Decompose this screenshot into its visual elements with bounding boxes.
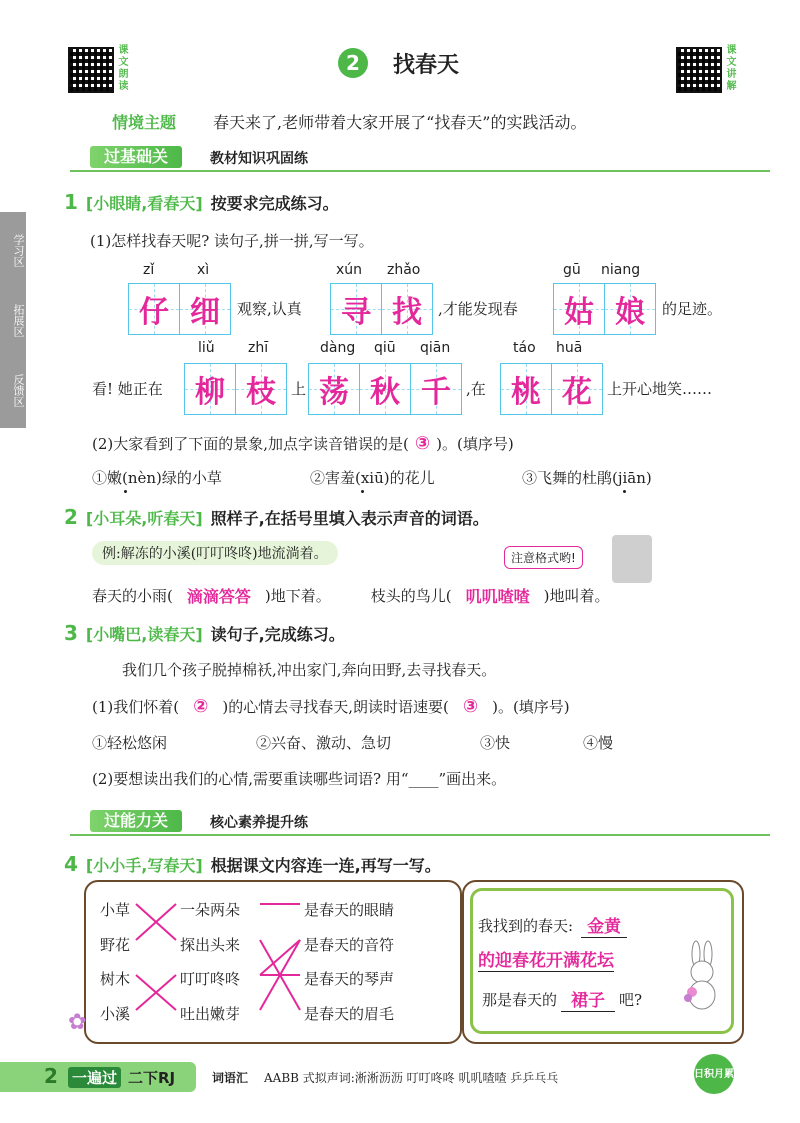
grid-dangqiuqian: [308, 363, 462, 415]
match-right-item[interactable]: 是春天的眉毛: [304, 1004, 395, 1023]
q1-bracket: [小眼睛,看春天]: [85, 193, 203, 213]
emphasis-dot: [361, 490, 364, 493]
match-right-item[interactable]: 是春天的音符: [304, 935, 395, 954]
flower-icon: ✿: [68, 1010, 87, 1035]
q4-title: 根据课文内容连一连,再写一写。: [210, 855, 441, 875]
grid-cell: 荡: [309, 364, 360, 414]
grid-zixi: [128, 283, 231, 335]
q1-text-6: ,在: [466, 380, 486, 398]
q2-s2: )地下着。: [264, 587, 331, 605]
q3-option-4: ④慢: [583, 734, 614, 752]
q3-option-1: ①轻松悠闲: [92, 734, 168, 752]
q1-text-3: 的足迹。: [662, 300, 723, 318]
q1-text-7: 上开心地笑……: [607, 380, 713, 398]
footer: [0, 1062, 800, 1092]
grid-cell: 秋: [360, 364, 411, 414]
q1-heading: [64, 190, 339, 214]
match-left-item[interactable]: 小草: [100, 901, 131, 919]
q2-answer-2: 叽叽喳喳: [465, 587, 530, 606]
q1-sub2-end: )。(填序号): [436, 435, 514, 453]
q3-answer-2: ③: [462, 696, 479, 717]
vocab-label: 词语汇: [212, 1071, 249, 1085]
q1-text-2: ,才能发现春: [438, 300, 518, 318]
match-left-item[interactable]: 野花: [100, 935, 131, 954]
q4-write-1: 我找到的春天:: [478, 916, 574, 935]
q4-heading: [64, 852, 441, 876]
q1-option-2: ②害羞(xiū)的花儿: [310, 469, 435, 487]
pinyin-zhao: zhǎo: [387, 262, 421, 278]
qr-label-left: 课文朗读: [116, 44, 127, 92]
q1-sub2-answer: ③: [414, 433, 431, 454]
grid-cell: 寻: [331, 284, 382, 334]
q3-option-2: ②兴奋、激动、急切: [256, 734, 392, 752]
theme-label: 情境主题: [112, 113, 177, 132]
grid-guniang: [553, 283, 656, 335]
pinyin-niang: niang: [601, 262, 641, 278]
match-middle-item[interactable]: 探出头来: [180, 935, 241, 954]
q4-answer-3: 裙子: [561, 986, 615, 1012]
pinyin-xun: xún: [336, 262, 363, 278]
q1-text-1: 观察,认真: [237, 300, 302, 318]
section-ability-tag: 过能力关: [90, 810, 182, 832]
q1-text-5: 上: [291, 380, 307, 398]
page-title: 找春天: [393, 53, 460, 78]
vocab-text: AABB 式拟声词:淅淅沥沥 叮叮咚咚 叽叽喳喳 乒乒乓乓: [264, 1071, 559, 1085]
section-basic-tag: 过基础关: [90, 146, 182, 168]
grid-cell: 姑: [554, 284, 605, 334]
q2-s3: 枝头的鸟儿(: [370, 587, 452, 605]
match-middle-item[interactable]: 吐出嫩芽: [180, 1004, 241, 1023]
match-line: [260, 940, 300, 975]
q3-sub1-b: )的心情去寻找春天,朗读时语速要(: [222, 698, 449, 716]
q1-sub1: (1)怎样找春天呢? 读句子,拼一拼,写一写。: [90, 232, 374, 250]
q1-sub2-line: [92, 433, 514, 454]
side-tab-feedback[interactable]: 反馈区: [0, 352, 26, 428]
grid-liuzhi: [184, 363, 287, 415]
q2-s4: )地叫着。: [543, 587, 610, 605]
grid-taohua: [500, 363, 603, 415]
grid-cell: 桃: [501, 364, 552, 414]
match-left-item[interactable]: 树木: [100, 970, 131, 988]
q2-heading: [64, 505, 489, 529]
pinyin-dang: dàng: [320, 340, 356, 356]
grid-cell: 柳: [185, 364, 236, 414]
match-right-item[interactable]: 是春天的眼睛: [304, 901, 395, 919]
grid-cell: 找: [382, 284, 432, 334]
q1-title: 按要求完成练习。: [210, 193, 339, 213]
q4-bracket: [小小手,写春天]: [85, 855, 203, 875]
q4-answer-2: 的迎春花开满花坛: [478, 951, 614, 971]
q3-passage: 我们几个孩子脱掉棉袄,冲出家门,奔向田野,去寻找春天。: [122, 661, 497, 679]
q4-answer-1: 金黄: [581, 912, 627, 938]
qr-code-right[interactable]: [676, 47, 722, 93]
q3-bracket: [小嘴巴,读春天]: [85, 624, 203, 644]
match-middle-item[interactable]: 叮叮咚咚: [180, 970, 241, 988]
section-ability: [70, 812, 770, 836]
q1-number: 1: [64, 190, 78, 214]
qr-code-left[interactable]: [68, 47, 114, 93]
q4-write-line-3: [482, 986, 642, 1012]
q3-sub1-line: [92, 696, 570, 717]
daily-badge: 日积月累: [694, 1054, 734, 1094]
q4-write-2: 那是春天的: [482, 990, 558, 1009]
brand-logo: 一遍过: [68, 1067, 121, 1088]
q4-number: 4: [64, 852, 78, 876]
rabbit-icon: [680, 940, 724, 1010]
section-ability-sub: 核心素养提升练: [210, 815, 308, 831]
grid-cell: 娘: [605, 284, 655, 334]
emphasis-dot: [623, 490, 626, 493]
q3-title: 读句子,完成练习。: [210, 624, 345, 644]
grid-xunzhao: [330, 283, 433, 335]
grid-cell: 枝: [236, 364, 286, 414]
pinyin-qiu: qiū: [374, 340, 396, 356]
q4-write-line-2: [478, 946, 614, 971]
mascot-placeholder: [612, 535, 652, 583]
q3-option-3: ③快: [480, 734, 511, 752]
pinyin-zhi: zhī: [248, 340, 269, 356]
q2-answer-1: 滴滴答答: [186, 587, 251, 606]
q2-tip-bubble: 注意格式哟!: [504, 546, 583, 569]
match-left-item[interactable]: 小溪: [100, 1004, 131, 1023]
q1-sub2: (2)大家看到了下面的景象,加点字读音错误的是(: [92, 435, 409, 453]
match-right-item[interactable]: 是春天的琴声: [304, 970, 395, 988]
q4-write-3: 吧?: [619, 990, 643, 1009]
page-number: 2: [44, 1064, 58, 1088]
q2-title: 照样子,在括号里填入表示声音的词语。: [210, 508, 489, 528]
grade-label: 二下RJ: [128, 1069, 176, 1087]
qr-label-right: 课文讲解: [724, 44, 735, 92]
section-basic: [70, 148, 770, 172]
q3-sub2: (2)要想读出我们的心情,需要重读哪些词语? 用“____”画出来。: [92, 770, 507, 788]
q2-s1: 春天的小雨(: [92, 587, 173, 605]
pinyin-liu: liǔ: [198, 340, 215, 356]
pinyin-qian: qiān: [420, 340, 451, 356]
grid-cell: 仔: [129, 284, 180, 334]
pinyin-hua: huā: [556, 340, 583, 356]
q2-bracket: [小耳朵,听春天]: [85, 508, 203, 528]
pinyin-zi: zǐ: [143, 262, 155, 278]
q3-sub1-a: (1)我们怀着(: [92, 698, 180, 716]
q2-example: 例:解冻的小溪(叮叮咚咚)地流淌着。: [92, 541, 338, 565]
emphasis-dot: [124, 490, 127, 493]
q3-number: 3: [64, 621, 78, 645]
side-tab-study[interactable]: 学习区: [0, 212, 26, 288]
q2-line: [92, 584, 609, 607]
q1-option-1: ①嫩(nèn)绿的小草: [92, 469, 222, 487]
section-basic-sub: 教材知识巩固练: [210, 151, 308, 167]
match-middle-item[interactable]: 一朵两朵: [180, 901, 241, 919]
grid-cell: 花: [552, 364, 602, 414]
q4-write-line-1: [478, 912, 627, 938]
grid-cell: 千: [411, 364, 461, 414]
matching-lines: [84, 880, 458, 1040]
pinyin-tao: táo: [513, 340, 536, 356]
q3-answer-1: ②: [193, 696, 209, 717]
grid-cell: 细: [180, 284, 230, 334]
q3-sub1-c: )。(填序号): [492, 698, 570, 716]
side-tab-expand[interactable]: 拓展区: [0, 282, 26, 358]
q3-heading: [64, 621, 345, 645]
lesson-number-badge: 2: [338, 48, 368, 78]
q1-option-3: ③飞舞的杜鹃(jiān): [522, 469, 652, 487]
q2-number: 2: [64, 505, 78, 529]
pinyin-gu: gū: [563, 262, 581, 278]
theme-text: 春天来了,老师带着大家开展了“找春天”的实践活动。: [213, 113, 587, 132]
q1-text-4: 看! 她正在: [92, 380, 163, 398]
pinyin-xi: xì: [197, 262, 210, 278]
